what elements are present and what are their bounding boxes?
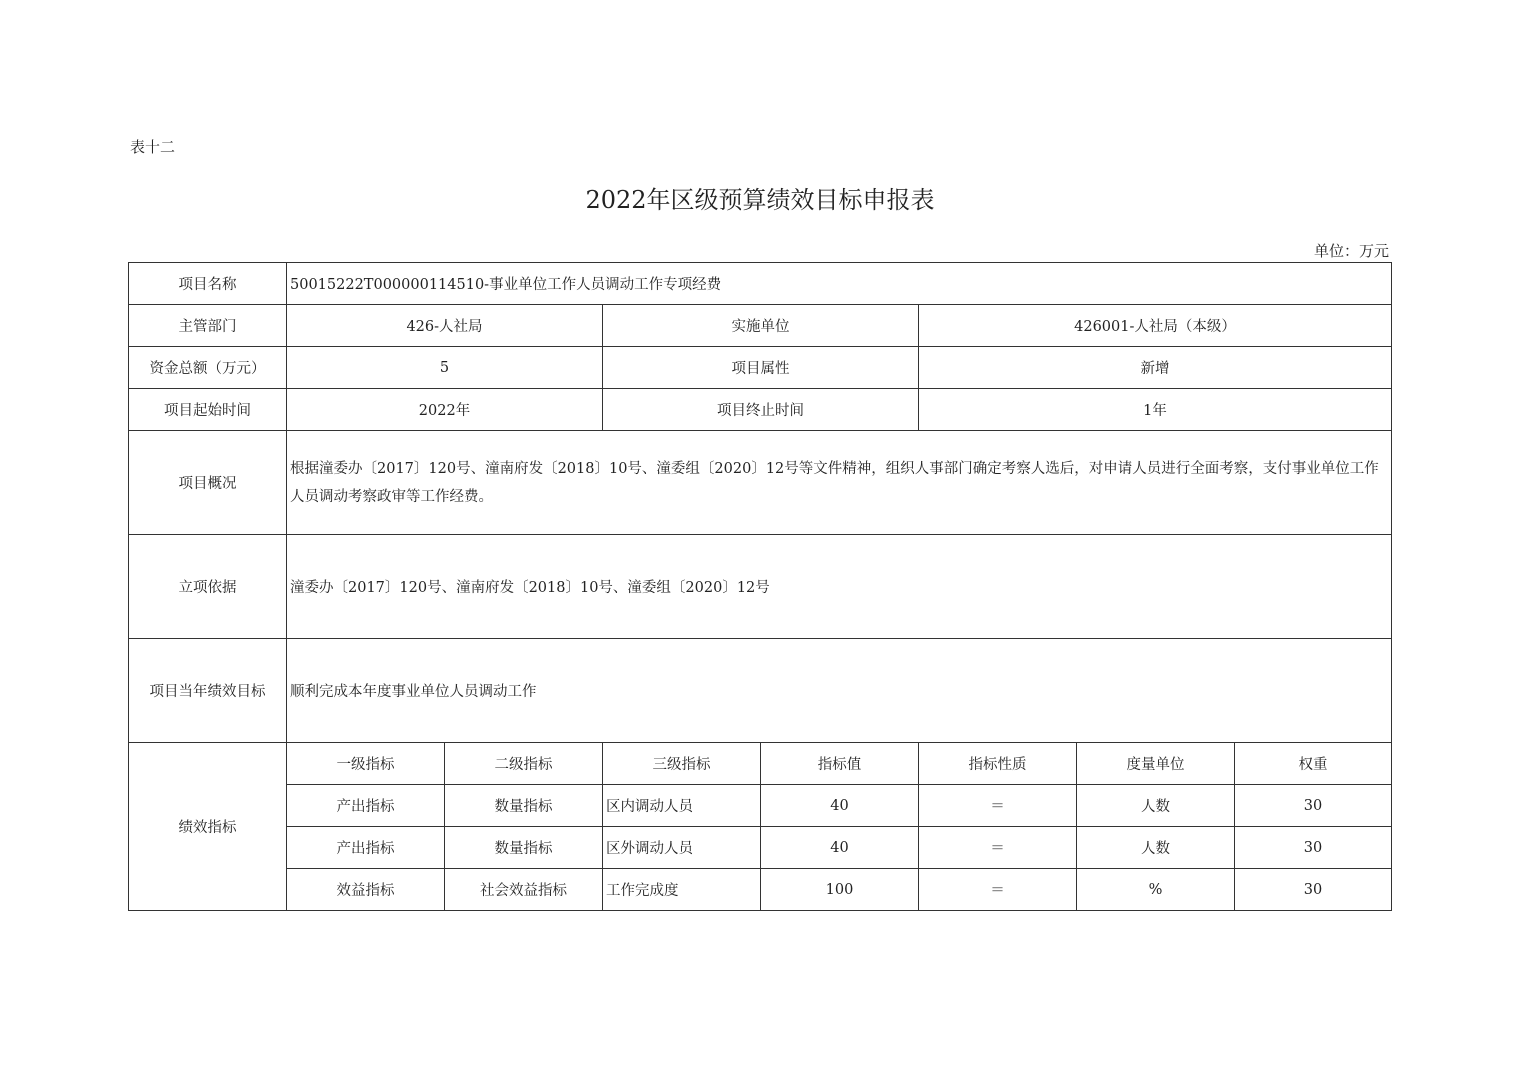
indicator-weight: 30 [1235,827,1392,869]
row-goal [129,639,1392,743]
indicator-unit: 人数 [1077,785,1235,827]
indicator-header: 权重 [1235,743,1392,785]
start-value: 2022年 [287,389,603,431]
fund-value: 5 [287,347,603,389]
row-time [129,389,1392,431]
indicator-header: 指标值 [761,743,919,785]
row-fund [129,347,1392,389]
basis-label: 立项依据 [129,535,287,639]
indicator-level2: 数量指标 [445,785,603,827]
indicator-value: 100 [761,869,919,911]
indicator-row [129,869,1392,911]
indicator-header: 指标性质 [919,743,1077,785]
end-label: 项目终止时间 [603,389,919,431]
impl-value: 426001-人社局（本级） [919,305,1392,347]
unit-label: 单位：万元 [1313,242,1389,260]
indicator-row [129,827,1392,869]
table-number: 表十二 [130,138,176,156]
indicator-weight: 30 [1235,869,1392,911]
overview-label: 项目概况 [129,431,287,535]
indicator-level2: 社会效益指标 [445,869,603,911]
attr-value: 新增 [919,347,1392,389]
indicator-header-row [129,743,1392,785]
indicator-nature: ＝ [919,785,1077,827]
end-value: 1年 [919,389,1392,431]
indicator-level3: 区内调动人员 [603,785,761,827]
project-name-label: 项目名称 [129,263,287,305]
row-overview [129,431,1392,535]
indicator-level2: 数量指标 [445,827,603,869]
indicator-level1: 效益指标 [287,869,445,911]
basis-value: 潼委办〔2017〕120号、潼南府发〔2018〕10号、潼委组〔2020〕12号 [287,535,1392,639]
indicator-unit: % [1077,869,1235,911]
goal-value: 顺利完成本年度事业单位人员调动工作 [287,639,1392,743]
attr-label: 项目属性 [603,347,919,389]
goal-label: 项目当年绩效目标 [129,639,287,743]
indicator-nature: ＝ [919,827,1077,869]
indicator-nature: ＝ [919,869,1077,911]
indicator-weight: 30 [1235,785,1392,827]
indicator-value: 40 [761,827,919,869]
indicator-header: 一级指标 [287,743,445,785]
indicator-header: 三级指标 [603,743,761,785]
dept-label: 主管部门 [129,305,287,347]
indicator-level1: 产出指标 [287,785,445,827]
start-label: 项目起始时间 [129,389,287,431]
indicators-label: 绩效指标 [129,743,287,911]
indicator-header: 度量单位 [1077,743,1235,785]
declaration-form [128,262,1392,911]
dept-value: 426-人社局 [287,305,603,347]
fund-label: 资金总额（万元） [129,347,287,389]
overview-value: 根据潼委办〔2017〕120号、潼南府发〔2018〕10号、潼委组〔2020〕12号等文件精神，组织人事部门确定考察人选后，对申请人员进行全面考察，支付事业单位工作人员调动考察政审等工作经费。 [287,431,1392,535]
indicator-level3: 工作完成度 [603,869,761,911]
indicator-level3: 区外调动人员 [603,827,761,869]
row-department [129,305,1392,347]
page-title: 2022年区级预算绩效目标申报表 [585,186,935,214]
row-project-name [129,263,1392,305]
indicator-level1: 产出指标 [287,827,445,869]
impl-label: 实施单位 [603,305,919,347]
project-name-value: 50015222T000000114510-事业单位工作人员调动工作专项经费 [287,263,1392,305]
row-basis [129,535,1392,639]
indicator-unit: 人数 [1077,827,1235,869]
indicator-value: 40 [761,785,919,827]
indicator-header: 二级指标 [445,743,603,785]
indicator-row [129,785,1392,827]
